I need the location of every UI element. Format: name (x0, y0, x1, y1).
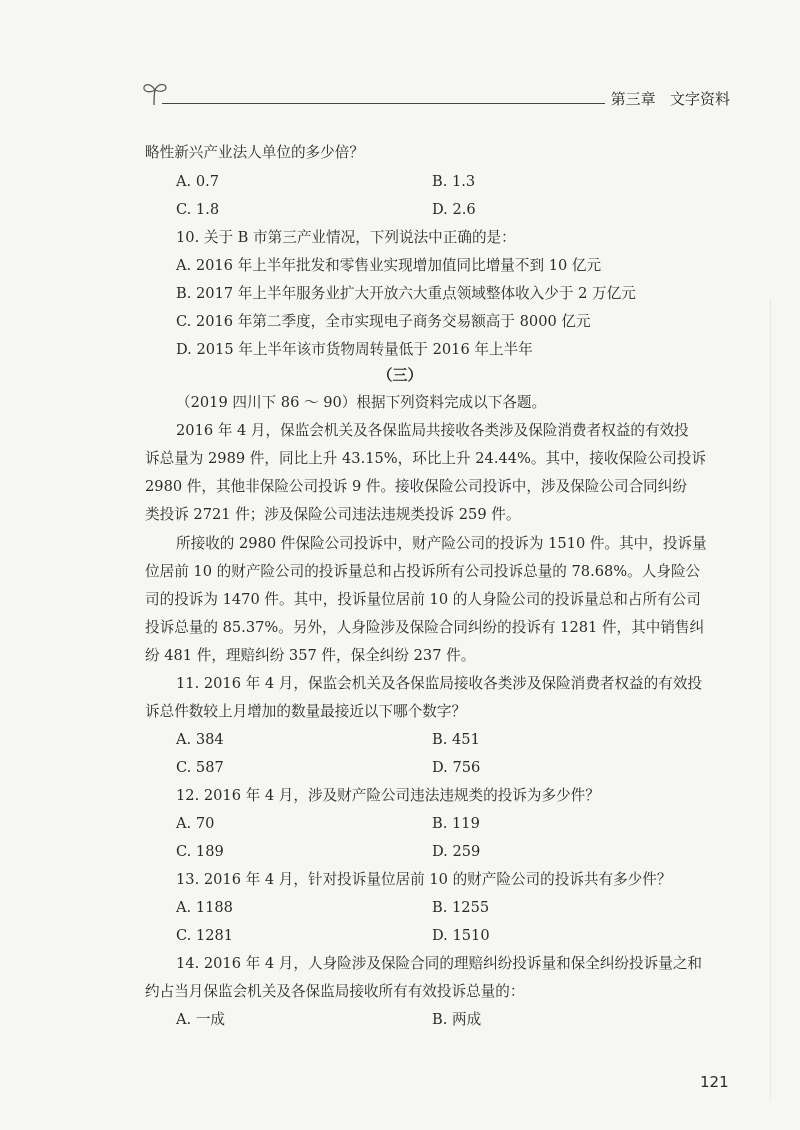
chapter-name: 文字资料 (669, 90, 730, 108)
question-10-stem: 10. 关于 B 市第三产业情况，下列说法中正确的是： (176, 229, 516, 246)
para2-line-1: 所接收的 2980 件保险公司投诉中，财产险公司的投诉为 1510 件。其中，投诉量 (176, 535, 707, 552)
question-11-stem-2: 诉总件数较上月增加的数量最接近以下哪个数字？ (145, 703, 467, 720)
para1-line-1: 2016 年 4 月，保监会机关及各保监局共接收各类涉及保险消费者权益的有效投 (176, 422, 689, 439)
para2-line-5: 纷 481 件，理赔纠纷 357 件，保全纠纷 237 件。 (145, 647, 476, 664)
q12-option-d: D. 259 (432, 843, 481, 860)
para1-line-3: 2980 件，其他非保险公司投诉 9 件。接收保险公司投诉中，涉及保险公司合同纠纷 (145, 478, 687, 495)
q11-option-b: B. 451 (432, 731, 480, 748)
question-14-stem-2: 约占当月保监会机关及各保监局接收所有有效投诉总量的： (145, 983, 525, 1000)
para2-line-2: 位居前 10 的财产险公司的投诉量总和占投诉所有公司投诉总量的 78.68%。人身险公 (145, 563, 701, 580)
question-14-stem-1: 14. 2016 年 4 月，人身险涉及保险合同的理赔纠纷投诉量和保全纠纷投诉量之和 (176, 955, 703, 972)
question-12-stem: 12. 2016 年 4 月，涉及财产险公司违法违规类的投诉为多少件？ (176, 787, 600, 804)
section-source: （2019 四川下 86 ～ 90）根据下列资料完成以下各题。 (176, 394, 547, 411)
q10-option-c: C. 2016 年第二季度，全市实现电子商务交易额高于 8000 亿元 (176, 313, 591, 330)
q11-option-d: D. 756 (432, 759, 481, 776)
chapter-title (605, 88, 730, 109)
q9-option-a: A. 0.7 (176, 173, 220, 190)
para2-line-4: 投诉总量的 85.37%。另外，人身险涉及保险合同纠纷的投诉有 1281 件，其中销售纠 (145, 619, 705, 636)
q10-option-a: A. 2016 年上半年批发和零售业实现增加值同比增量不到 10 亿元 (176, 257, 602, 274)
q11-option-a: A. 384 (176, 731, 224, 748)
q13-option-b: B. 1255 (432, 899, 490, 916)
q12-option-a: A. 70 (176, 815, 215, 832)
q9-option-b: B. 1.3 (432, 173, 476, 190)
para2-line-3: 司的投诉为 1470 件。其中，投诉量位居前 10 的人身险公司的投诉量总和占所有公司 (145, 591, 701, 608)
q10-option-b: B. 2017 年上半年服务业扩大开放六大重点领域整体收入少于 2 万亿元 (176, 285, 636, 302)
question-9-stem-tail: 略性新兴产业法人单位的多少倍？ (145, 144, 364, 161)
q12-option-b: B. 119 (432, 815, 480, 832)
scan-edge-artifact (770, 300, 789, 1100)
q11-option-c: C. 587 (176, 759, 224, 776)
question-11-stem-1: 11. 2016 年 4 月，保监会机关及各保监局接收各类涉及保险消费者权益的有效投 (176, 675, 703, 692)
q14-option-b: B. 两成 (432, 1011, 482, 1028)
para1-line-4: 类投诉 2721 件；涉及保险公司违法违规类投诉 259 件。 (145, 506, 521, 523)
q13-option-d: D. 1510 (432, 927, 490, 944)
section-title: （三） (377, 366, 423, 384)
q14-option-a: A. 一成 (176, 1011, 226, 1028)
question-13-stem: 13. 2016 年 4 月，针对投诉量位居前 10 的财产险公司的投诉共有多少件？ (176, 871, 672, 888)
sprout-icon (140, 78, 170, 106)
q9-option-d: D. 2.6 (432, 201, 476, 218)
page-number: 121 (700, 1073, 729, 1091)
q12-option-c: C. 189 (176, 843, 224, 860)
q10-option-d: D. 2015 年上半年该市货物周转量低于 2016 年上半年 (176, 341, 533, 358)
q13-option-a: A. 1188 (176, 899, 233, 916)
q9-option-c: C. 1.8 (176, 201, 220, 218)
q13-option-c: C. 1281 (176, 927, 234, 944)
para1-line-2: 诉总量为 2989 件，同比上升 43.15%，环比上升 24.44%。其中，接收保险公司投诉 (145, 450, 707, 467)
running-header (140, 78, 740, 118)
chapter-number: 第三章 (610, 90, 656, 108)
